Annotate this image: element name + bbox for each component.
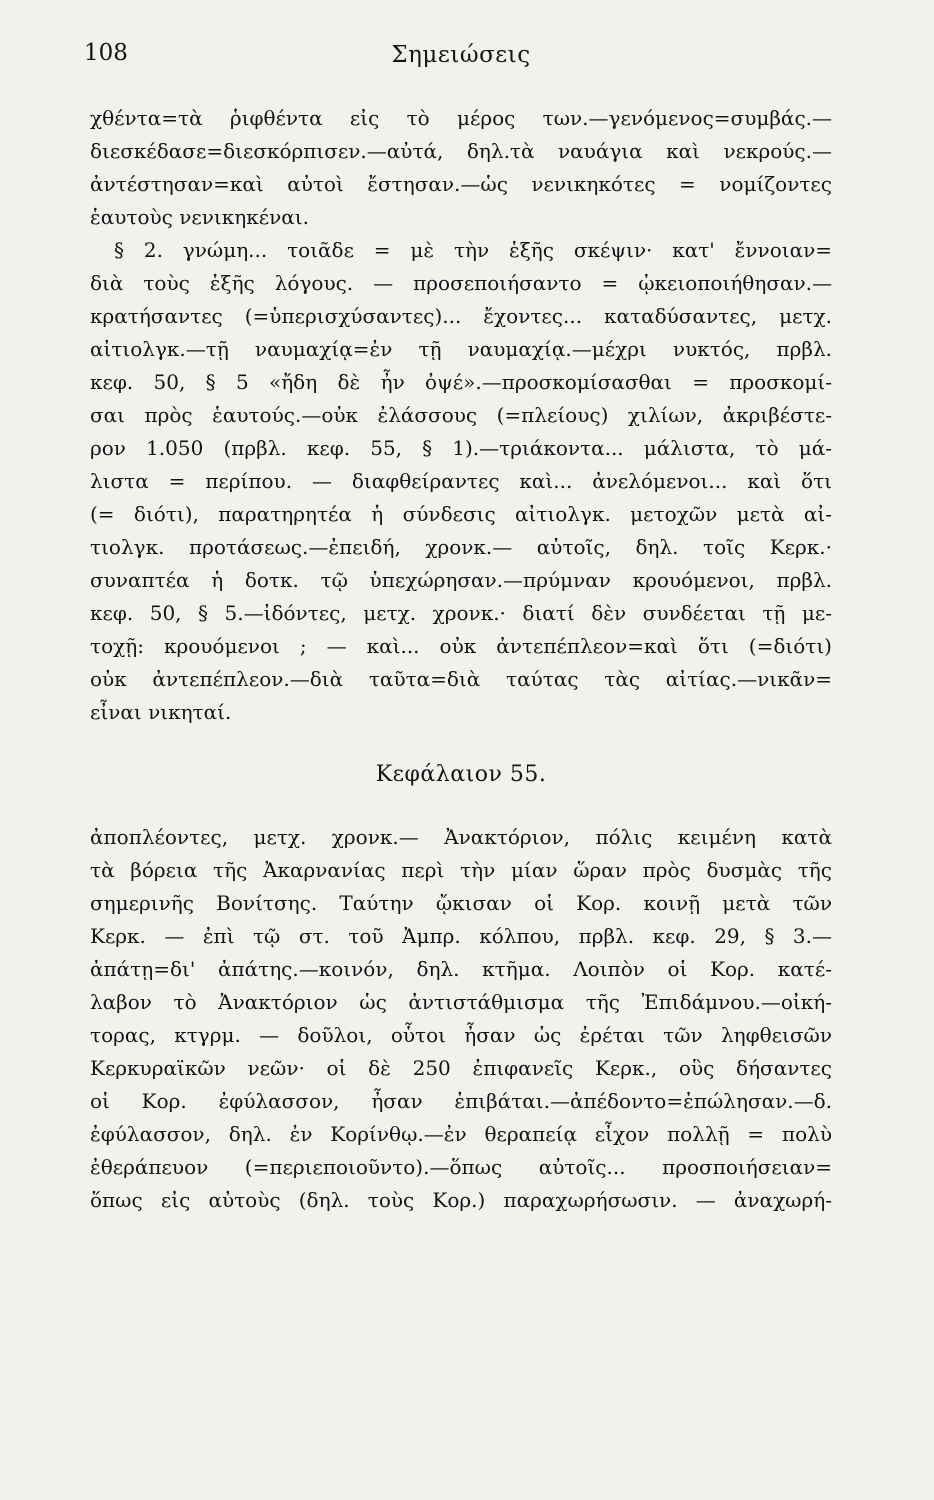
text-line: αἰτιολγκ.—τῇ ναυμαχίᾳ=ἐν τῇ ναυμαχίᾳ.—μέχρι νυκτός, πρβλ. — [90, 337, 832, 361]
text-line: τὰ βόρεια τῆς Ἀκαρνανίας περὶ τὴν μίαν ὥραν πρὸς δυσμὰς τῆς — [90, 858, 832, 882]
running-title: Σημειώσεις — [391, 42, 531, 68]
text-line: οὐκ ἀντεπέπλεον.—διὰ ταῦτα=διὰ ταύτας τὰς αἰτίας.—νικᾶν= — [90, 667, 832, 691]
text-line: λιστα = περίπου. — διαφθείραντες καὶ... ἀνελόμενοι... καὶ ὅτι — [90, 469, 832, 493]
page-header — [84, 40, 838, 80]
text-line: κρατήσαντες (=ὑπερισχύσαντες)... ἔχοντες... καταδύσαντες, μετχ. — [90, 304, 832, 328]
text-line: λαβον τὸ Ἀνακτόριον ὡς ἀντιστάθμισμα τῆς Ἐπιδάμνου.—οἰκή- — [90, 990, 832, 1014]
text-line: τοχῇ: κρουόμενοι ; — καὶ... οὐκ ἀντεπέπλεον=καὶ ὅτι (=διότι) — [90, 634, 832, 658]
text-line: διεσκέδασε=διεσκόρπισεν.—αὐτά, δηλ.τὰ ναυάγια καὶ νεκρούς.— — [90, 139, 832, 163]
text-line: ἐθεράπευον (=περιεποιοῦντο).—ὅπως αὐτοῖς... προσποιήσειαν= — [90, 1155, 832, 1179]
text-line: ἀπάτῃ=δι' ἀπάτης.—κοινόν, δηλ. κτῆμα. Λοιπὸν οἱ Κορ. κατέ- — [90, 957, 832, 981]
text-line: ἀποπλέοντες, μετχ. χρονκ.— Ἀνακτόριον, πόλις κειμένη κατὰ — [90, 825, 832, 849]
text-line: εἶναι νικηταί. — [90, 700, 232, 724]
text-line: οἱ Κορ. ἐφύλασσον, ἦσαν ἐπιβάται.—ἀπέδοντο=ἐπώλησαν.—δ. — [90, 1089, 832, 1113]
text-line: κεφ. 50, § 5 «ἤδη δὲ ἦν ὀψέ».—προσκομίσασθαι = προσκομί- — [90, 370, 832, 394]
text-line: κεφ. 50, § 5.—ἰδόντες, μετχ. χρονκ.· διατί δὲν συνδέεται τῇ με- — [90, 601, 832, 625]
text-line: σαι πρὸς ἑαυτούς.—οὐκ ἐλάσσους (=πλείους) χιλίων, ἀκριβέστε- — [90, 403, 832, 427]
text-line: τιολγκ. προτάσεως.—ἐπειδή, χρονκ.— αὐτοῖς, δηλ. τοῖς Κερκ.· — [90, 535, 832, 559]
text-line: § 2. γνώμη... τοιᾶδε = μὲ τὴν ἑξῆς σκέψιν· κατ' ἔννοιαν= — [114, 238, 832, 262]
page-number: 108 — [84, 40, 128, 66]
text-line: τορας, κτγρμ. — δοῦλοι, οὗτοι ἦσαν ὡς ἐρέται τῶν ληφθεισῶν — [90, 1023, 832, 1047]
notes-section-1 — [90, 102, 832, 729]
notes-section-2 — [90, 821, 832, 1217]
text-line: Κερκυραϊκῶν νεῶν· οἱ δὲ 250 ἐπιφανεῖς Κερκ., οὓς δήσαντες — [90, 1056, 832, 1080]
text-line: (= διότι), παρατηρητέα ἡ σύνδεσις αἰτιολγκ. μετοχῶν μετὰ αἰ- — [90, 502, 832, 526]
text-line: ρον 1.050 (πρβλ. κεφ. 55, § 1).—τριάκοντα... μάλιστα, τὸ μά- — [90, 436, 832, 460]
text-line: χθέντα=τὰ ῥιφθέντα εἰς τὸ μέρος των.—γενόμενος=συμβάς.— — [90, 106, 832, 130]
text-line: σημερινῆς Βονίτσης. Ταύτην ᾤκισαν οἱ Κορ. κοινῇ μετὰ τῶν — [90, 891, 832, 915]
text-line: ἑαυτοὺς νενικηκέναι. — [90, 205, 309, 229]
text-line: διὰ τοὺς ἑξῆς λόγους. — προσεποιήσαντο = ᾠκειοποιήθησαν.— — [90, 271, 832, 295]
text-line: συναπτέα ἡ δοτκ. τῷ ὑπεχώρησαν.—πρύμναν κρουόμενοι, πρβλ. — [90, 568, 832, 592]
text-line: ἀντέστησαν=καὶ αὐτοὶ ἔστησαν.—ὡς νενικηκότες = νομίζοντες — [90, 172, 832, 196]
text-line: Κερκ. — ἐπὶ τῷ στ. τοῦ Ἀμπρ. κόλπου, πρβλ. κεφ. 29, § 3.— — [90, 924, 832, 948]
text-line: ὅπως εἰς αὐτοὺς (δηλ. τοὺς Κορ.) παραχωρήσωσιν. — ἀναχωρή- — [90, 1188, 832, 1212]
text-line: ἐφύλασσον, δηλ. ἐν Κορίνθῳ.—ἐν θεραπείᾳ εἶχον πολλῇ = πολὺ — [90, 1122, 832, 1146]
chapter-heading: Κεφάλαιον 55. — [375, 762, 547, 787]
body-text — [90, 102, 832, 1217]
